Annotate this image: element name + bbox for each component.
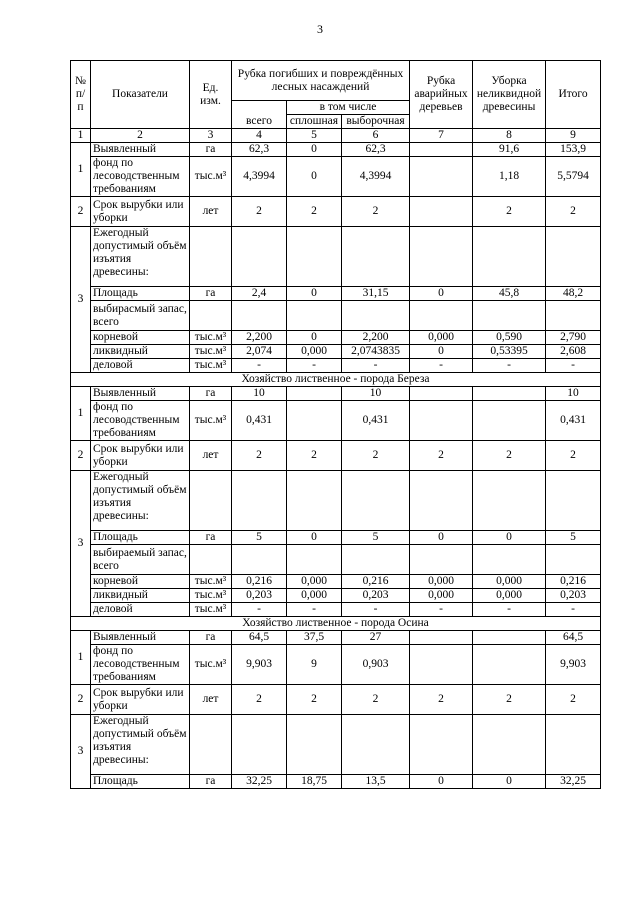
row-label: деловой — [91, 359, 190, 373]
value-cell — [410, 157, 473, 197]
table-row — [71, 685, 601, 715]
col-num-header: № п/п — [71, 61, 91, 129]
value-cell: 0 — [410, 287, 473, 301]
value-cell: 0 — [473, 531, 546, 545]
table-row — [71, 575, 601, 589]
table-row — [71, 603, 601, 617]
value-cell: 0,000 — [473, 589, 546, 603]
row-label: Выявленный — [91, 631, 190, 645]
value-cell: 0,216 — [546, 575, 601, 589]
value-cell: 0,000 — [410, 575, 473, 589]
value-cell: 10 — [232, 387, 287, 401]
section-birch — [71, 373, 601, 617]
value-cell: 2 — [546, 685, 601, 715]
value-cell: - — [342, 359, 410, 373]
column-number: 6 — [342, 129, 410, 143]
unit-cell: лет — [190, 197, 232, 227]
table-row — [71, 441, 601, 471]
value-cell — [473, 387, 546, 401]
value-cell: 64,5 — [232, 631, 287, 645]
value-cell: 2 — [473, 197, 546, 227]
value-cell: 0 — [410, 345, 473, 359]
value-cell: 2 — [232, 685, 287, 715]
unit-cell: тыс.м³ — [190, 345, 232, 359]
value-cell: 5 — [232, 531, 287, 545]
row-label: Площадь — [91, 531, 190, 545]
col-indicators-header: Показатели — [91, 61, 190, 129]
value-cell: 2 — [342, 685, 410, 715]
dead-felling-header: Рубка погибших и повреждённых лесных насаждений — [232, 61, 410, 101]
value-cell: 0,000 — [287, 589, 342, 603]
row-number: 3 — [71, 715, 91, 789]
unit-cell: тыс.м³ — [190, 359, 232, 373]
value-cell: 18,75 — [287, 775, 342, 789]
value-cell: - — [546, 603, 601, 617]
table-row — [71, 387, 601, 401]
value-cell: 5 — [342, 531, 410, 545]
row-number: 2 — [71, 685, 91, 715]
table-row — [71, 345, 601, 359]
value-cell: 0,431 — [546, 401, 601, 441]
value-cell: 0,000 — [287, 575, 342, 589]
row-label: Площадь — [91, 287, 190, 301]
value-cell: 0,590 — [473, 331, 546, 345]
row-label: выбирасмый запас, всего — [91, 301, 190, 331]
unit-cell: га — [190, 531, 232, 545]
page-number: 3 — [317, 22, 323, 36]
table-row — [71, 401, 601, 441]
value-cell: 31,15 — [342, 287, 410, 301]
value-cell: 48,2 — [546, 287, 601, 301]
unit-cell: га — [190, 775, 232, 789]
column-numbers-row — [71, 129, 601, 143]
col-unit-header: Ед. изм. — [190, 61, 232, 129]
value-cell: 5 — [546, 531, 601, 545]
value-cell: 0,203 — [546, 589, 601, 603]
row-label: Ежегодный допустимый объём изъятия древесины: — [91, 715, 190, 775]
value-cell — [410, 197, 473, 227]
timber-volume-table — [70, 60, 601, 789]
value-cell: 32,25 — [546, 775, 601, 789]
table-row — [71, 331, 601, 345]
table-row — [71, 157, 601, 197]
table-row — [71, 301, 601, 331]
value-cell: - — [287, 359, 342, 373]
value-cell: 0,431 — [342, 401, 410, 441]
value-cell: 0,431 — [232, 401, 287, 441]
value-cell: 37,5 — [287, 631, 342, 645]
row-label: фонд по лесоводственным требованиям — [91, 157, 190, 197]
row-number: 1 — [71, 143, 91, 197]
section-1 — [71, 143, 601, 373]
value-cell: 2 — [287, 197, 342, 227]
value-cell — [410, 387, 473, 401]
value-cell: 13,5 — [342, 775, 410, 789]
value-cell: 0,000 — [410, 589, 473, 603]
value-cell: 2,608 — [546, 345, 601, 359]
value-cell: 0 — [287, 287, 342, 301]
including-subheader: в том числе — [287, 101, 410, 115]
table-row — [71, 197, 601, 227]
table-row — [71, 545, 601, 575]
unit-cell: га — [190, 387, 232, 401]
value-cell: - — [287, 603, 342, 617]
value-cell: 0 — [287, 157, 342, 197]
row-label: корневой — [91, 575, 190, 589]
row-label: Ежегодный допустимый объём изъятия древесины: — [91, 227, 190, 287]
column-number: 3 — [190, 129, 232, 143]
value-cell: 0 — [410, 531, 473, 545]
unit-cell: га — [190, 631, 232, 645]
value-cell: 0 — [287, 531, 342, 545]
value-cell: 91,6 — [473, 143, 546, 157]
table-row — [71, 287, 601, 301]
value-cell: - — [232, 359, 287, 373]
column-number: 7 — [410, 129, 473, 143]
value-cell: 0,53395 — [473, 345, 546, 359]
value-cell: 1,18 — [473, 157, 546, 197]
value-cell: 2 — [546, 441, 601, 471]
unit-cell: тыс.м³ — [190, 645, 232, 685]
value-cell: 153,9 — [546, 143, 601, 157]
value-cell: 9,903 — [232, 645, 287, 685]
unit-cell: тыс.м³ — [190, 575, 232, 589]
section-title: Хозяйство лиственное - порода Береза — [71, 373, 601, 387]
table-row — [71, 589, 601, 603]
value-cell: 0,203 — [232, 589, 287, 603]
row-label: Срок вырубки или уборки — [91, 197, 190, 227]
table-row — [71, 715, 601, 775]
value-cell: 62,3 — [342, 143, 410, 157]
unit-cell: тыс.м³ — [190, 157, 232, 197]
value-cell: 0 — [410, 775, 473, 789]
value-cell: 45,8 — [473, 287, 546, 301]
total-subheader: всего — [232, 101, 287, 129]
value-cell: - — [546, 359, 601, 373]
value-cell: - — [410, 603, 473, 617]
value-cell: 10 — [342, 387, 410, 401]
row-label: корневой — [91, 331, 190, 345]
value-cell: 0,216 — [342, 575, 410, 589]
column-number: 5 — [287, 129, 342, 143]
value-cell — [473, 645, 546, 685]
value-cell: 2,074 — [232, 345, 287, 359]
value-cell — [473, 401, 546, 441]
value-cell: 4,3994 — [232, 157, 287, 197]
value-cell: 5,5794 — [546, 157, 601, 197]
row-number: 3 — [71, 471, 91, 617]
row-label: Площадь — [91, 775, 190, 789]
emergency-felling-header: Рубка аварийных деревьев — [410, 61, 473, 129]
table-header — [71, 61, 601, 143]
row-number: 2 — [71, 441, 91, 471]
value-cell — [410, 143, 473, 157]
value-cell: 4,3994 — [342, 157, 410, 197]
value-cell: 9,903 — [546, 645, 601, 685]
value-cell: - — [232, 603, 287, 617]
value-cell: 62,3 — [232, 143, 287, 157]
value-cell: 2 — [546, 197, 601, 227]
row-label: ликвидный — [91, 345, 190, 359]
value-cell: 0 — [287, 143, 342, 157]
value-cell: 10 — [546, 387, 601, 401]
clear-felling-subheader: сплошная — [287, 115, 342, 129]
table-row — [71, 227, 601, 287]
column-number: 4 — [232, 129, 287, 143]
value-cell: 0,000 — [473, 575, 546, 589]
value-cell — [410, 401, 473, 441]
selective-felling-subheader: выборочная — [342, 115, 410, 129]
value-cell: 27 — [342, 631, 410, 645]
row-number: 1 — [71, 631, 91, 685]
column-number: 8 — [473, 129, 546, 143]
row-label: Ежегодный допустимый объём изъятия древесины: — [91, 471, 190, 531]
value-cell: 2 — [342, 441, 410, 471]
value-cell: 2 — [342, 197, 410, 227]
column-number: 9 — [546, 129, 601, 143]
value-cell: 2 — [410, 441, 473, 471]
row-label: Выявленный — [91, 387, 190, 401]
unit-cell: лет — [190, 685, 232, 715]
value-cell: 2,790 — [546, 331, 601, 345]
table-row — [71, 359, 601, 373]
table-row — [71, 775, 601, 789]
row-label: ликвидный — [91, 589, 190, 603]
value-cell: - — [342, 603, 410, 617]
table-row — [71, 143, 601, 157]
value-cell: 0 — [473, 775, 546, 789]
value-cell — [287, 387, 342, 401]
value-cell: 2,200 — [342, 331, 410, 345]
table-row — [71, 645, 601, 685]
value-cell: - — [410, 359, 473, 373]
row-label: Срок вырубки или уборки — [91, 441, 190, 471]
row-label: Выявленный — [91, 143, 190, 157]
section-title: Хозяйство лиственное - порода Осина — [71, 617, 601, 631]
value-cell: 32,25 — [232, 775, 287, 789]
column-number: 1 — [71, 129, 91, 143]
value-cell: 2 — [410, 685, 473, 715]
cleanup-header: Уборка неликвидной древесины — [473, 61, 546, 129]
row-number: 3 — [71, 227, 91, 373]
value-cell: 2 — [473, 685, 546, 715]
value-cell: - — [473, 359, 546, 373]
value-cell: 0 — [287, 331, 342, 345]
value-cell — [287, 401, 342, 441]
row-label: фонд по лесоводственным требованиям — [91, 401, 190, 441]
value-cell — [410, 645, 473, 685]
value-cell: 2,0743835 — [342, 345, 410, 359]
value-cell: 0,216 — [232, 575, 287, 589]
value-cell: 0,000 — [287, 345, 342, 359]
section-aspen — [71, 617, 601, 789]
row-label: фонд по лесоводственным требованиям — [91, 645, 190, 685]
row-label: деловой — [91, 603, 190, 617]
unit-cell: тыс.м³ — [190, 401, 232, 441]
value-cell: 2,4 — [232, 287, 287, 301]
column-number: 2 — [91, 129, 190, 143]
value-cell — [410, 631, 473, 645]
row-number: 2 — [71, 197, 91, 227]
unit-cell: га — [190, 143, 232, 157]
value-cell: 2 — [473, 441, 546, 471]
row-label: Срок вырубки или уборки — [91, 685, 190, 715]
result-header: Итого — [546, 61, 601, 129]
unit-cell: тыс.м³ — [190, 331, 232, 345]
unit-cell: лет — [190, 441, 232, 471]
table-row — [71, 631, 601, 645]
table-row — [71, 531, 601, 545]
row-label: выбираемый запас, всего — [91, 545, 190, 575]
value-cell: 2 — [287, 685, 342, 715]
value-cell: 0,000 — [410, 331, 473, 345]
value-cell: 9 — [287, 645, 342, 685]
value-cell: 0,203 — [342, 589, 410, 603]
unit-cell: тыс.м³ — [190, 589, 232, 603]
unit-cell: га — [190, 287, 232, 301]
value-cell: 0,903 — [342, 645, 410, 685]
row-number: 1 — [71, 387, 91, 441]
table-row — [71, 471, 601, 531]
value-cell: 2,200 — [232, 331, 287, 345]
unit-cell: тыс.м³ — [190, 603, 232, 617]
value-cell: 64,5 — [546, 631, 601, 645]
value-cell — [473, 631, 546, 645]
value-cell: 2 — [232, 197, 287, 227]
value-cell: - — [473, 603, 546, 617]
value-cell: 2 — [232, 441, 287, 471]
value-cell: 2 — [287, 441, 342, 471]
